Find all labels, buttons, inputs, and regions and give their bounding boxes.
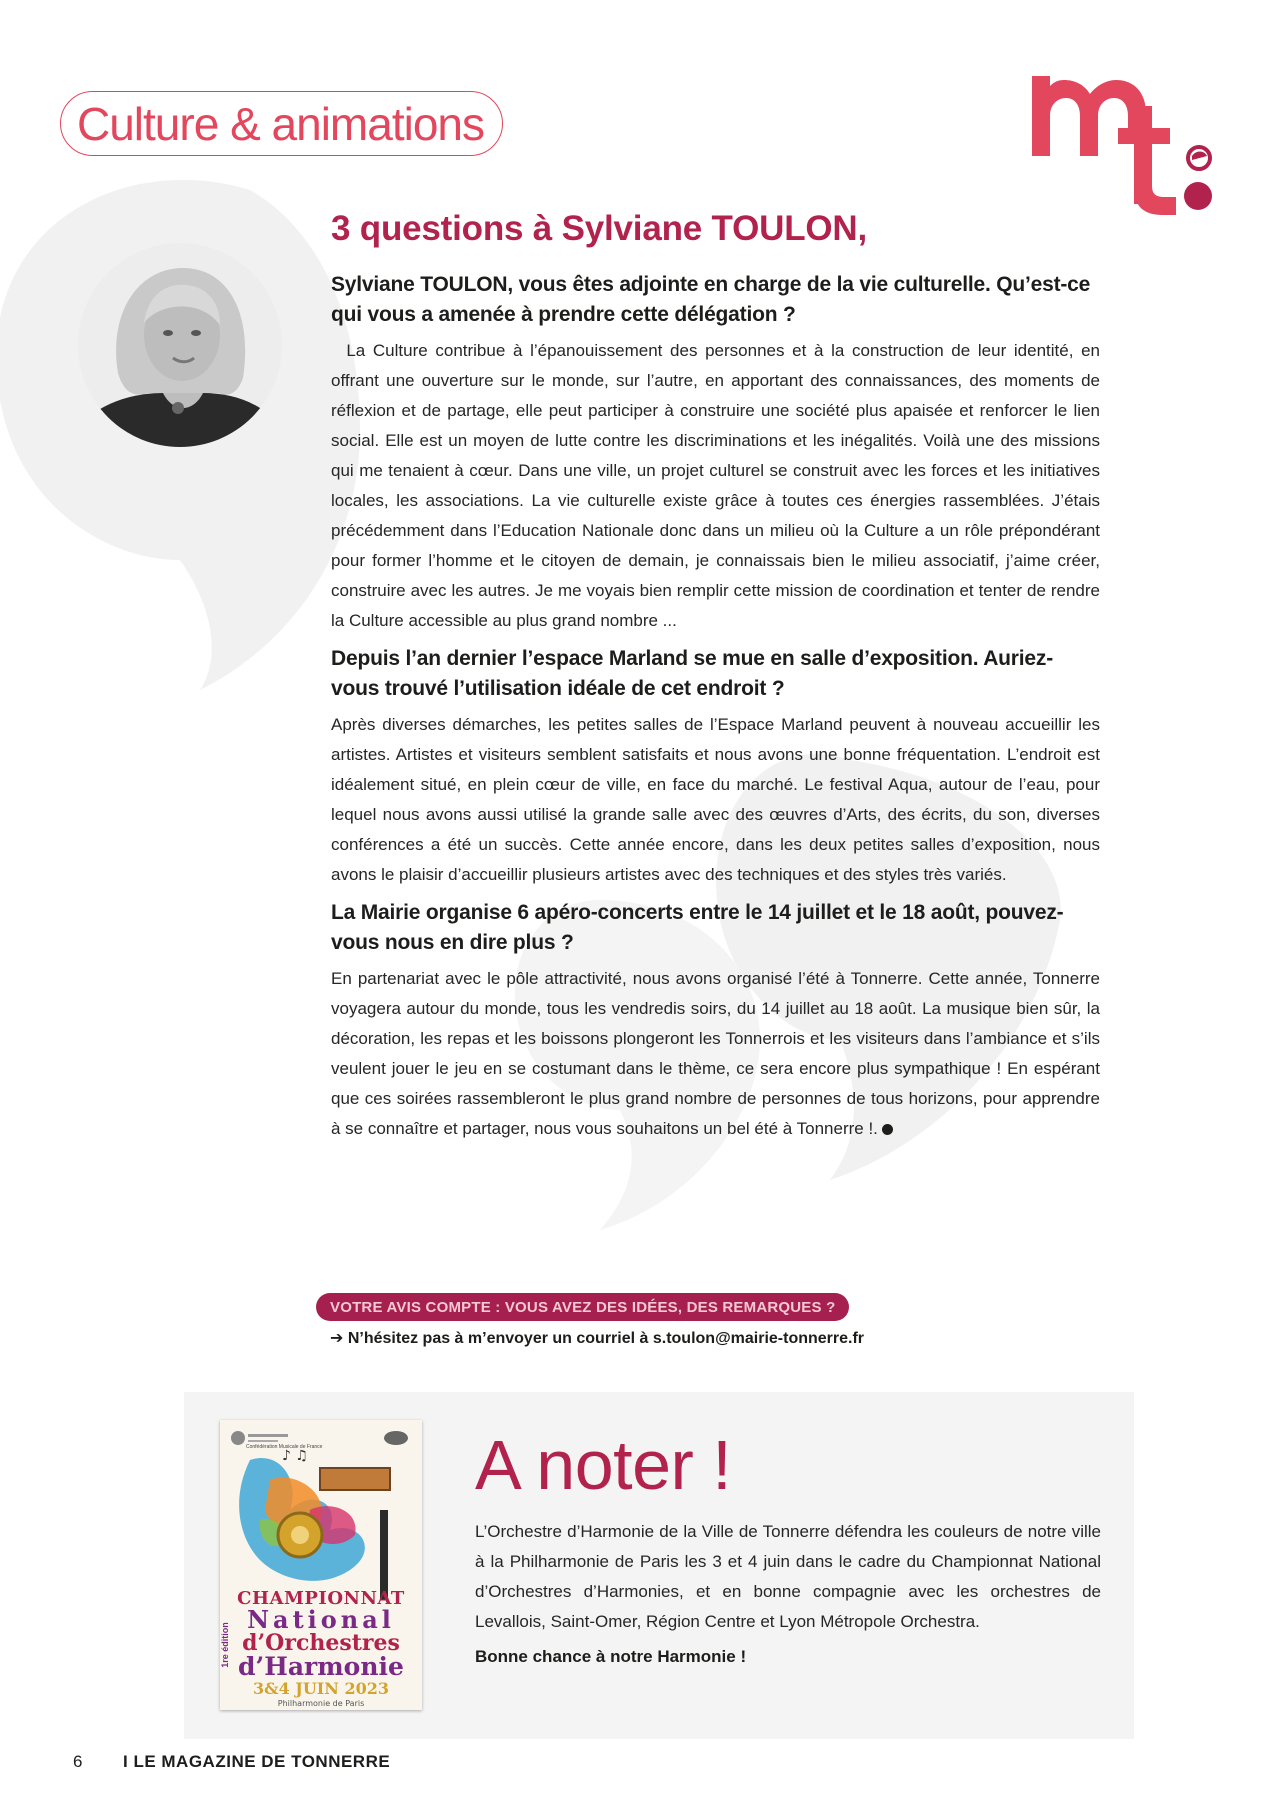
poster-line-2: National — [247, 1605, 395, 1634]
answer-2: Après diverses démarches, les petites salles de l’Espace Marland peuvent à nouveau accueillir les artistes. Artistes et visiteurs semblent satisfaits et nous avons une bonne fréquentation. L’endroit est idéalement situé, en plein cœur de ville, en face du marché. Le festival Aqua, autour de l’eau, pour lequel nous avons aussi utilisé la grande salle avec des œuvres d’Arts, des écrits, du son, diverses conférences a été un succès. Cette année encore, dans les deux petites salles d’exposition, nous avons le plaisir d’accueillir plusieurs artistes avec des techniques et des styles très variés. — [331, 714, 1100, 884]
magazine-name: I LE MAGAZINE DE TONNERRE — [123, 1752, 391, 1771]
poster-line-1: CHAMPIONNAT — [237, 1588, 405, 1609]
svg-text:♪ ♫: ♪ ♫ — [282, 1448, 308, 1464]
question-1: Sylviane TOULON, vous êtes adjointe en charge de la vie culturelle. Qu’est-ce qui vous a amenée à prendre cette délégation ? — [331, 272, 1091, 326]
interview-article — [331, 210, 1100, 1152]
championship-poster — [220, 1420, 422, 1710]
note-title: A noter ! — [475, 1426, 732, 1504]
end-dot-icon — [882, 1124, 893, 1135]
portrait-photo — [78, 243, 282, 447]
answer-3: En partenariat avec le pôle attractivité, nous avons organisé l’été à Tonnerre. Cette année, Tonnerre voyagera autour du monde, tous les vendredis soirs, du 14 juillet au 18 août. La musique bien sûr, la décoration, les repas et les boissons plongeront les Tonnerrois et les visiteurs dans l’ambiance et s’ils veulent jouer le jeu en se costumant dans le thème, ce sera encore plus sympathique ! En espérant que ces soirées rassembleront le plus grand nombre de personnes de tous horizons, pour apprendre à se connaître et partager, nous vous souhaitons un bel été à Tonnerre !. — [331, 968, 1100, 1138]
question-3: La Mairie organise 6 apéro-concerts entre le 14 juillet et le 18 août, pouvez-vous nous en dire plus ? — [331, 900, 1064, 954]
question-2: Depuis l’an dernier l’espace Marland se mue en salle d’exposition. Auriez-vous trouvé l’utilisation idéale de cet endroit ? — [331, 646, 1053, 700]
poster-line-4: d’Harmonie — [238, 1652, 404, 1681]
section-title-pill — [60, 91, 503, 156]
mt-logo-icon — [1026, 70, 1226, 220]
note-closing: Bonne chance à notre Harmonie ! — [475, 1647, 747, 1666]
article-title: 3 questions à Sylviane TOULON, — [331, 209, 868, 248]
note-box — [184, 1392, 1134, 1739]
note-text: L’Orchestre d’Harmonie de la Ville de Tonnerre défendra les couleurs de notre ville à la Philharmonie de Paris les 3 et 4 juin dans le cadre du Championnat National d’Orchestres d’Harmonies, et en bonne compagnie avec les orchestres de Levallois, Saint-Omer, Région Centre et Lyon Métropole Orchestra. — [475, 1522, 1101, 1631]
poster-venue: Philharmonie de Paris — [277, 1699, 365, 1708]
poster-org: Confédération Musicale de France — [246, 1444, 323, 1450]
poster-edition: 1re édition — [220, 1622, 230, 1668]
contact-line[interactable]: ➔ N’hésitez pas à m’envoyer un courriel à s.toulon@mairie-tonnerre.fr — [330, 1330, 865, 1347]
poster-line-3: d’Orchestres — [242, 1630, 400, 1656]
feedback-banner — [316, 1293, 849, 1321]
feedback-banner-text: VOTRE AVIS COMPTE : VOUS AVEZ DES IDÉES, DES REMARQUES ? — [330, 1298, 836, 1316]
answer-1: La Culture contribue à l’épanouissement des personnes et à la construction de leur identité, en offrant une ouverture sur le monde, sur l’autre, en apportant des connaissances, des moments de réflexion et de partage, elle peut participer à construire une société plus apaisée et renforcer le lien social. Elle est un moyen de lutte contre les discriminations et les inégalités. Voilà une des missions qui me tenaient à cœur. Dans une ville, un projet culturel se construit avec les forces et les initiatives locales, les associations. La vie culturelle existe grâce à toutes ces énergies rassemblées. J’étais précédemment dans l’Education Nationale donc dans un milieu où la Culture a un rôle prépondérant pour former l’homme et le citoyen de demain, je connaissais bien le milieu associatif, j’aime créer, construire avec les autres. Je me voyais bien remplir cette mission de coordination et tenter de rendre la Culture accessible au plus grand nombre ... — [331, 340, 1100, 630]
page-number: 6 — [73, 1752, 83, 1771]
poster-dates: 3&4 JUIN 2023 — [252, 1679, 389, 1698]
page-footer — [73, 1752, 390, 1772]
section-title: Culture & animations — [77, 97, 484, 150]
